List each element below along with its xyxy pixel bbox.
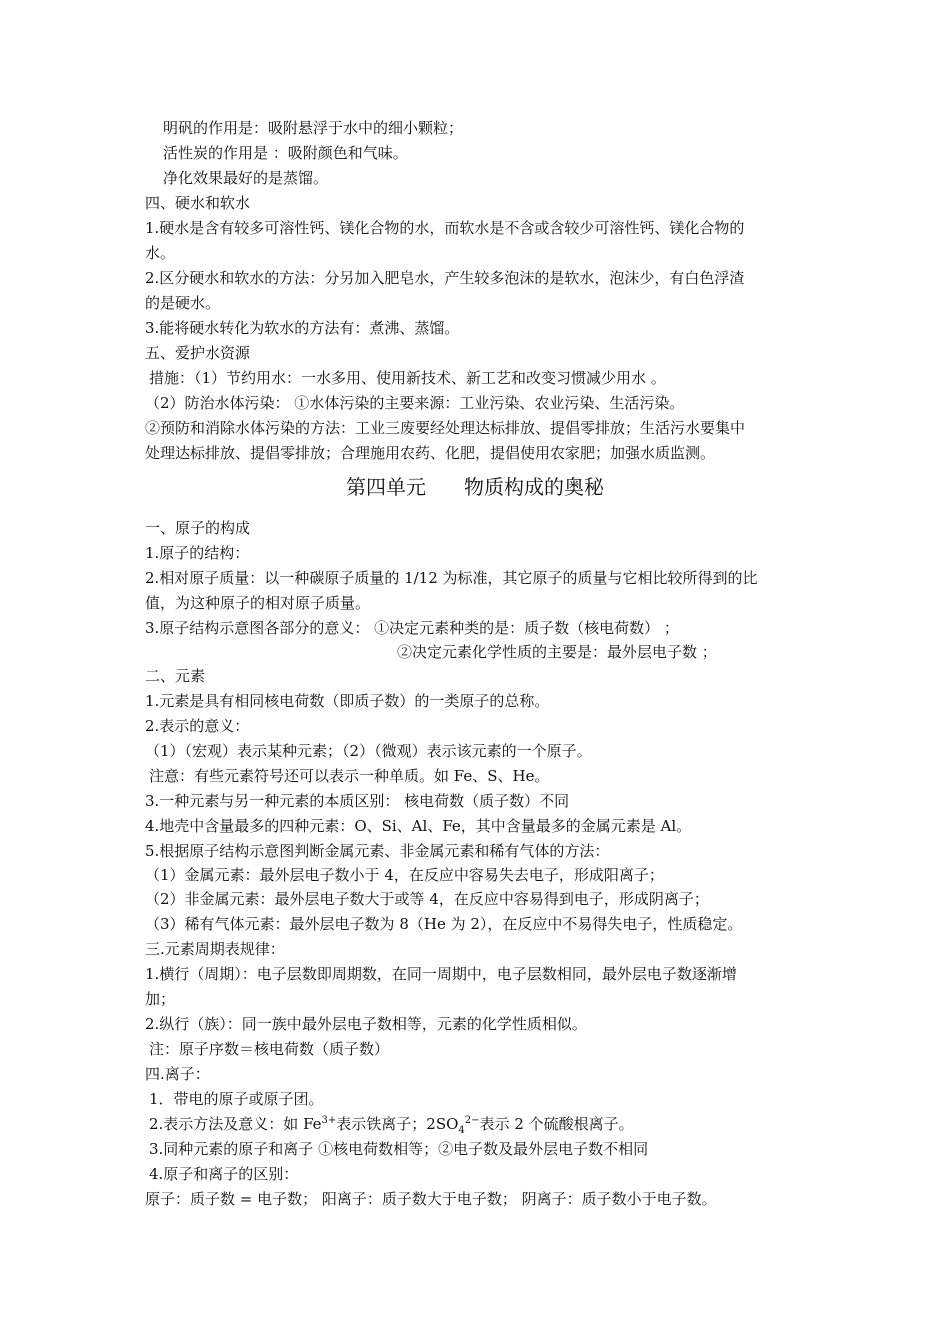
text-line: 明矾的作用是：吸附悬浮于水中的细小颗粒； [163,119,464,137]
text-line: 4.地壳中含量最多的四种元素：O、Si、Al、Fe，其中含量最多的金属元素是 Al。 [145,817,692,835]
section-heading: 三.元素周期表规律： [145,940,285,958]
section-heading: 一、原子的构成 [145,519,251,537]
text-line: 1．带电的原子或原子团。 [149,1090,324,1108]
text-line: （1）（宏观）表示某种元素；（2）（微观）表示该元素的一个原子。 [145,742,592,760]
text-line: （1）金属元素：最外层电子数小于 4，在反应中容易失去电子，形成阳离子； [145,866,664,884]
text-line: 3.同种元素的原子和离子 ①核电荷数相等；②电子数及最外层电子数不相同 [149,1140,649,1158]
section-heading: 五、爱护水资源 [145,344,251,362]
so4-charge: 2− [464,1115,480,1126]
section-heading: 二、元素 [145,667,206,685]
text-line: （3）稀有气体元素：最外层电子数为 8（He 为 2），在反应中不易得失电子，性质稳定。 [145,915,743,933]
text-line: 2.纵行（族）：同一族中最外层电子数相等，元素的化学性质相似。 [145,1015,587,1033]
text-line: 处理达标排放、提倡零排放；合理施用农药、化肥，提倡使用农家肥；加强水质监测。 [145,444,716,462]
text-line: 注：原子序数＝核电荷数（质子数） [149,1040,390,1058]
text-line: （2）防治水体污染： ①水体污染的主要来源：工业污染、农业污染、生活污染。 [145,394,685,412]
text-line: 原子：质子数 = 电子数； 阳离子：质子数大于电子数； 阴离子：质子数小于电子数。 [145,1190,717,1208]
text-line: 注意：有些元素符号还可以表示一种单质。如 Fe、S、He。 [149,767,550,785]
text-line: 4.原子和离子的区别： [149,1165,299,1183]
text-line: 2.表示的意义： [145,717,250,735]
text-line: 2.区分硬水和软水的方法：分另加入肥皂水，产生较多泡沫的是软水，泡沫少，有白色浮渣 [145,269,745,287]
text-line: 3.原子结构示意图各部分的意义： ①决定元素种类的是：质子数（核电荷数） ； [145,619,679,637]
text-line: 措施：（1）节约用水：一水多用、使用新技术、新工艺和改变习惯减少用水 。 [149,369,666,387]
text-line: 值，为这种原子的相对原子质量。 [145,594,371,612]
text-line: 水。 [145,244,176,262]
unit-number: 第四单元 [346,475,426,499]
text-line: 的是硬水。 [145,294,221,312]
text-line: 1.横行（周期）：电子层数即周期数，在同一周期中，电子层数相同，最外层电子数逐渐增 [145,965,737,983]
text-line: ②预防和消除水体污染的方法：工业三废要经处理达标排放、提倡零排放；生活污水要集中 [145,419,746,437]
unit-title [0,474,950,500]
text-line: 活性炭的作用是 ：吸附颜色和气味。 [163,144,408,162]
text-line: （2）非金属元素：最外层电子数大于或等 4，在反应中容易得到电子，形成阴离子； [145,890,709,908]
text-line: 3.能将硬水转化为软水的方法有：煮沸、蒸馏。 [145,319,460,337]
text-line: 1.原子的结构： [145,544,250,562]
text-line: 3.一种元素与另一种元素的本质区别： 核电荷数（质子数）不同 [145,792,570,810]
section-heading: 四.离子： [145,1065,210,1083]
text-line: 1.硬水是含有较多可溶性钙、镁化合物的水，而软水是不含或含较少可溶性钙、镁化合物的 [145,219,745,237]
text-line: 净化效果最好的是蒸馏。 [163,169,329,187]
text-line: 加； [145,990,176,1008]
section-heading: 四、硬水和软水 [145,194,251,212]
so4-subscript: 4 [458,1125,465,1136]
text-line: 1.元素是具有相同核电荷数（即质子数）的一类原子的总称。 [145,692,550,710]
unit-name: 物质构成的奥秘 [464,475,604,499]
ion-notation-line: 2.表示方法及意义：如 $Fe^{3+}$表示铁离子；$2SO_4^{2-}$表示 2 个硫酸根离子。 [149,1115,634,1136]
fe-charge: 3+ [321,1115,337,1126]
text-line: 2.相对原子质量：以一种碳原子质量的 1/12 为标准，其它原子的质量与它相比较所得到的比 [145,569,758,587]
text-line: 5.根据原子结构示意图判断金属元素、非金属元素和稀有气体的方法： [145,842,610,860]
text-line: ②决定元素化学性质的主要是：最外层电子数 ； [397,643,717,661]
